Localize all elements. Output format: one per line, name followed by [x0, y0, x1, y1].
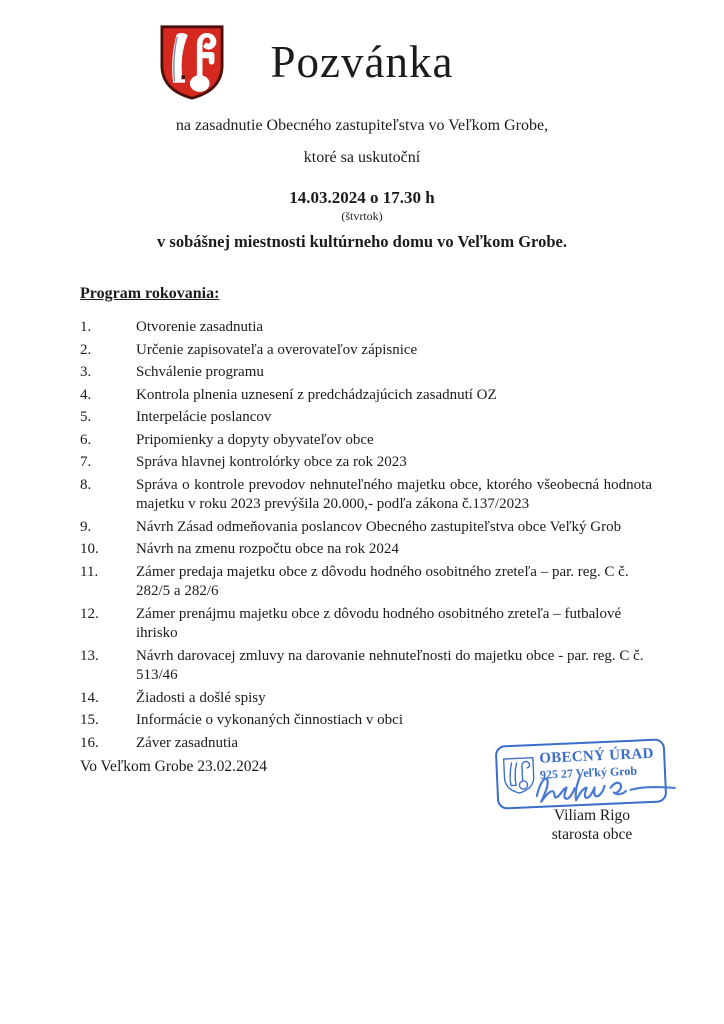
- program-item-text: Zámer predaja majetku obce z dôvodu hodného osobitného zreteľa – par. reg. C č. 282/5 a 282/6: [136, 563, 629, 599]
- program-item: [80, 431, 652, 451]
- program-item-text: Interpelácie poslancov: [136, 409, 272, 425]
- subtitle-line-2: ktoré sa uskutoční: [303, 149, 421, 166]
- program-item-text: Kontrola plnenia uznesení z predchádzajúcich zasadnutí OZ: [136, 386, 497, 403]
- program-item: [80, 540, 652, 560]
- office-stamp: [495, 738, 668, 809]
- program-item-text: Otvorenie zasadnutia: [136, 319, 264, 335]
- program-item-text: Pripomienky a dopyty obyvateľov obce: [136, 431, 374, 448]
- program-item-number: 14.: [80, 689, 99, 706]
- program-item-number: 5.: [80, 409, 92, 425]
- program-item-text: Návrh Zásad odmeňovania poslancov Obecného zastupiteľstva obce Veľký Grob: [136, 518, 622, 535]
- signatory-block: [517, 806, 667, 844]
- program-item-number: 2.: [80, 341, 92, 358]
- program-item: [80, 318, 652, 338]
- program-item-number: 15.: [80, 712, 99, 728]
- document-title: Pozvánka: [270, 37, 454, 87]
- program-item: [80, 408, 652, 428]
- program-item-number: 7.: [80, 454, 92, 470]
- meeting-datetime: 14.03.2024 o 17.30 h: [289, 188, 435, 207]
- program-item-number: 9.: [80, 518, 92, 535]
- handwritten-signature-icon: [532, 764, 683, 807]
- program-item-text: Žiadosti a došlé spisy: [136, 689, 266, 706]
- program-item-text: Správa o kontrole prevodov nehnuteľného majetku obce, ktorého všeobecná hodnota majetku v roku 2023 prevýšila 20.000,- podľa zákona č.137/2023: [136, 476, 652, 512]
- program-heading: Program rokovania:: [80, 285, 220, 302]
- program-item: [80, 563, 652, 602]
- program-item-text: Návrh na zmenu rozpočtu obce na rok 2024: [136, 541, 399, 557]
- program-item-number: 12.: [80, 605, 99, 622]
- program-item-number: 13.: [80, 647, 99, 664]
- program-list: [80, 318, 652, 753]
- stamp-office-address: 925 27 Veľký Grob: [539, 763, 638, 782]
- program-item-text: Záver zasadnutia: [136, 734, 239, 751]
- program-item-number: 16.: [80, 734, 99, 751]
- program-item-text: Informácie o vykonaných činnostiach v obci: [136, 712, 403, 728]
- program-item-text: Návrh darovacej zmluvy na darovanie nehnuteľnosti do majetku obce - par. reg. C č. 513/46: [136, 647, 644, 683]
- program-item: [80, 341, 652, 361]
- program-item: [80, 711, 652, 731]
- program-item-number: 1.: [80, 319, 92, 335]
- program-item: [80, 386, 652, 406]
- program-item-number: 4.: [80, 386, 92, 403]
- stamp-office-name: OBECNÝ ÚRAD: [538, 745, 655, 767]
- program-item: [80, 453, 652, 473]
- program-item-text: Správa hlavnej kontrolórky obce za rok 2023: [136, 454, 407, 470]
- meeting-venue: v sobášnej miestnosti kultúrneho domu vo Veľkom Grobe.: [157, 232, 567, 251]
- program-section: [80, 284, 652, 753]
- program-item: [80, 689, 652, 709]
- meeting-day-note: (štvrtok): [341, 209, 383, 223]
- program-item-number: 8.: [80, 476, 92, 493]
- signatory-title: starosta obce: [551, 826, 633, 843]
- document-header: [0, 0, 724, 251]
- program-item-text: Zámer prenájmu majetku obce z dôvodu hodného osobitného zreteľa – futbalové ihrisko: [136, 605, 622, 641]
- program-item-number: 3.: [80, 364, 92, 380]
- program-item-text: Určenie zapisovateľa a overovateľov zápisnice: [136, 341, 418, 358]
- signatory-name: Viliam Rigo: [553, 807, 631, 824]
- program-item-number: 6.: [80, 431, 92, 448]
- program-item-number: 10.: [80, 541, 99, 557]
- program-item: [80, 518, 652, 538]
- program-item-number: 11.: [80, 563, 99, 580]
- program-item-text: Schválenie programu: [136, 364, 264, 380]
- program-item: [80, 363, 652, 383]
- place-and-date: Vo Veľkom Grobe 23.02.2024: [80, 758, 267, 775]
- program-item: [80, 476, 652, 515]
- village-crest-icon: [157, 23, 227, 102]
- program-item: [80, 647, 652, 686]
- program-item: [80, 605, 652, 644]
- subtitle-line-1: na zasadnutie Obecného zastupiteľstva vo Veľkom Grobe,: [175, 117, 549, 134]
